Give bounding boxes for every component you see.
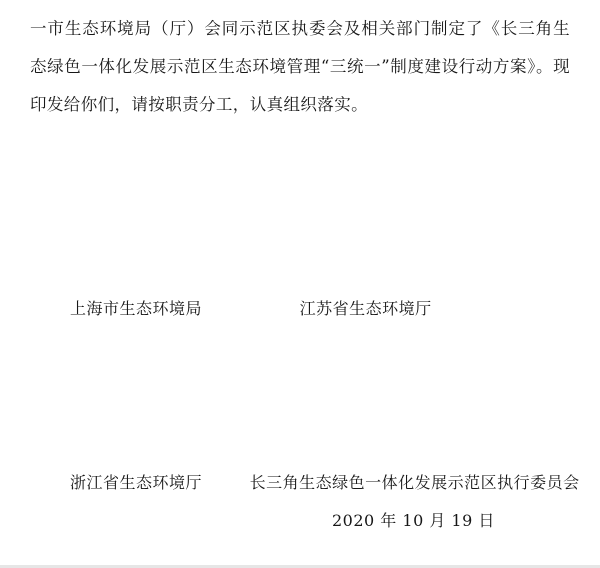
signature-row-second [70,470,580,493]
document-body-paragraph: 一市生态环境局（厅）会同示范区执委会及相关部门制定了《长三角生态绿色一体化发展示范区生态环境管理“三统一”制度建设行动方案》。现印发给你们，请按职责分工，认真组织落实。 [30,19,570,114]
signature-shanghai-bureau: 上海市生态环境局 [70,299,203,318]
signature-zhejiang-department: 浙江省生态环境厅 [70,473,203,492]
signature-row-first [70,296,432,319]
document-date: 2020 年 10 月 19 日 [332,511,495,530]
signature-demonstration-zone-committee: 长三角生态绿色一体化发展示范区执行委员会 [249,473,580,492]
signature-jiangsu-department: 江苏省生态环境厅 [299,299,432,318]
